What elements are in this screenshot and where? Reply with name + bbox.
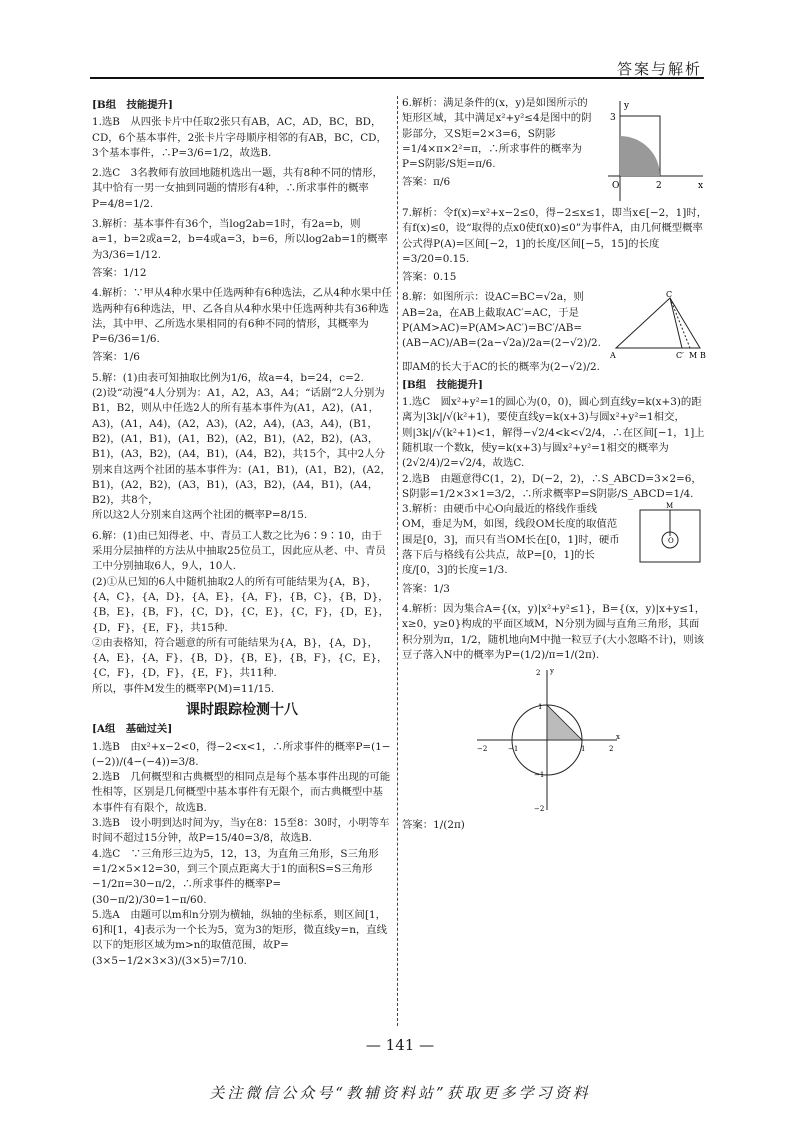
page-header — [0, 54, 800, 78]
solution-item: 2.选B 几何概型和古典概型的相同点是每个基本事件出现的可能性相等，区别是几何概型中基本事件有无限个，而古典概型中基本事件有有限个，故选B. — [92, 771, 391, 814]
solution-item: 4.解析：因为集合A={(x，y)|x²+y²≤1}，B={(x，y)|x+y≤1，x≥0，y≥0}构成的平面区域M，N分别为圆与直角三角形，其面积分别为π，1/2，随机地向M中抛一粒豆子(大小忽略不计)，则该豆子落入N中的概率为P=(1/2)/π=1/(2π). — [402, 602, 706, 661]
solution-item: 2.选C 3名教师有放回地随机选出一题，共有8种不同的情形，其中恰有一男一女抽到同题的情形有4种，∴所求事件的概率P=4/8=1/2. — [92, 167, 383, 210]
page-number: — 141 — — [365, 1036, 435, 1054]
axis-y-label: y — [624, 101, 630, 111]
tick-label: −2 — [477, 745, 488, 754]
tick-label: 2 — [536, 669, 541, 678]
solution-item: ②由表格知，符合题意的所有可能结果为{A，B}，{A，D}，{A，E}，{A，F}，{B，D}，{B，E}，{B，F}，{C，E}，{C，F}，{D，F}，{E，F}，共11种. — [92, 636, 388, 680]
header-title: 答案与解析 — [616, 60, 702, 78]
item-with-figure — [402, 96, 708, 206]
tick-label: 2 — [609, 745, 614, 754]
tick-label: 1 — [581, 745, 586, 754]
answer-line: 答案：1/12 — [92, 266, 147, 279]
axis-y-label: y — [550, 667, 554, 676]
tick-label: −1 — [534, 771, 545, 780]
solution-item: (2)设“动漫”4人分别为：A1，A2，A3，A4；“话剧”2人分别为B1，B2，则从中任选2人的所有基本事件为(A1，A2)，(A1，A3)，(A1，A4)，(A2，A3)，(A2，A4)，(A3，A4)，(B1，B2)，(A1，B1)，(A1，B2)，(A2，B1)，(A2，B2)，(A3，B1)，(A3，B2)，(A4，B1)，(A4，B2)，共15个，其中2人分别来自这两个社团的基本事件为：(A1，B1)，(A1，B2)，(A2，B1)，(A2，B2)，(A3，B1)，(A3，B2)，(A4，B1)，(A4，B2)，共8个， — [92, 387, 391, 507]
solution-item: 7.解析：令f(x)=x²+x−2≤0，得−2≤x≤1，即当x∈[−2，1]时，有f(x)≤0，设“取得的点x0使f(x0)≤0”为事件A，由几何概型概率公式得P(A)=区间[−2，1]的长度/区间[−5，15]的长度=3/20=0.15. — [402, 207, 708, 265]
tick-label: 2 — [656, 181, 662, 191]
solution-item: 即AM的长大于AC的长的概率为(2−√2)/2. — [402, 361, 600, 374]
solution-item: 5.解：(1)由表可知抽取比例为1/6，故a=4，b=24，c=2. — [92, 371, 364, 384]
section-heading: [B组 技能提升] — [92, 99, 173, 111]
axis-x-label: x — [698, 181, 704, 191]
solution-item: (2)①从已知的6人中随机抽取2人的所有可能结果为{A，B}，{A，C}，{A，D}，{A，E}，{A，F}，{B，C}，{B，D}，{B，E}，{B，F}，{C，D}，{C，E}，{C，F}，{D，E}，{D，F}，{E，F}，共15种. — [92, 575, 389, 634]
solution-item: 3.解析：由硬币中心O向最近的格线作垂线OM，垂足为M，如图，线段OM长度的取值范围是[0，3]，而只有当OM长在[0，1]时，硬币落下后与格线有公共点，故P=[0，1]的长度/[0，3]的长度=1/3. — [402, 503, 620, 577]
coin-figure — [632, 502, 708, 566]
right-column — [402, 96, 708, 838]
solution-item: 5.选A 由题可以m和n分别为横轴，纵轴的坐标系，则区间[1，6]和[1，4]表示为一个长为5，宽为3的矩形，微直线y=n，直线以下的矩形区域为m>n的取值范围，故P=(3×5−1/2×3×3)/(3×5)=7/10. — [92, 908, 388, 967]
circle-region-figure — [472, 665, 622, 815]
column-divider — [397, 96, 398, 1026]
point-label: C — [666, 290, 673, 300]
header-rule — [90, 77, 704, 79]
item-with-figure — [402, 502, 708, 602]
triangle-figure — [608, 290, 708, 360]
axis-x-label: x — [616, 733, 620, 742]
solution-item: 1.选B 从四张卡片中任取2张只有AB，AC，AD，BC，BD，CD，6个基本事件，2张卡片字母顺序相邻的有AB，BC，CD，3个基本事件，∴P=3/6=1/2，故选B. — [92, 116, 387, 159]
point-label: B — [700, 351, 706, 361]
answer-line: 答案：1/3 — [402, 582, 450, 595]
origin-label: O — [612, 181, 620, 191]
point-label: O — [668, 537, 674, 546]
item-with-figure — [402, 290, 708, 360]
left-column — [92, 96, 392, 969]
tick-label: −1 — [508, 745, 519, 754]
quarter-circle-figure — [598, 96, 708, 206]
solution-item: 2.选B 由题意得C(1，2)，D(−2，2)，∴S_ABCD=3×2=6，S阴影=1/2×3×1=3/2，∴所求概率P=S阴影/S_ABCD=1/4. — [402, 472, 702, 500]
solution-item: 4.解析：∵甲从4种水果中任选两种有6种选法，乙从4种水果中任选两种有6种选法，甲、乙各自从4种水果中任选两种共有36种选法，其中甲、乙所选水果相同的有6种不同的情形，其概率为P=6/36=1/6. — [92, 287, 392, 346]
solution-item: 1.选C 圆x²+y²=1的圆心为(0，0)，圆心到直线y=k(x+3)的距离为|3k|/√(k²+1)，要使直线y=k(x+3)与圆x²+y²=1相交，则|3k|/√(k²+1)<1，解得−√2/4<k<√2/4，∴在区间[−1，1]上随机取一个数k，使y=k(x+3)与圆x²+y²=1相交的概率为(2√2/4)/2=√2/4，故选C. — [402, 396, 705, 470]
point-label: A — [610, 351, 616, 361]
solution-item: 3.选B 设小明到达时间为y，当y在8：15至8：30时，小明等车时间不超过15分钟，故P=15/40=3/8，故选B. — [92, 817, 390, 845]
section-heading: [A组 基础过关] — [92, 723, 173, 736]
solution-item: 6.解析：满足条件的(x，y)是如图所示的矩形区域，其中满足x²+y²≤4是图中的阴影部分，又S矩=2×3=6，S阴影=1/4×π×2²=π，∴所求事件的概率为P=S阴影/S矩=π/6. — [402, 97, 592, 171]
answer-line: 答案：π/6 — [402, 176, 451, 189]
answer-line: 答案：1/(2π) — [402, 819, 465, 832]
solution-item: 3.解析：基本事件有36个，当log2ab=1时，有2a=b，则a=1，b=2或a=2，b=4或a=3，b=6，所以log2ab=1的概率为3/36=1/12. — [92, 218, 388, 261]
tick-label: −2 — [534, 805, 545, 814]
point-label: M — [666, 502, 674, 511]
answer-line: 答案：1/6 — [92, 351, 140, 364]
footer-note: 关注微信公众号“教辅资料站”获取更多学习资料 — [209, 1084, 591, 1102]
lesson-title: 课时跟踪检测十八 — [186, 701, 298, 718]
solution-item: 4.选C ∵三角形三边为5，12，13，为直角三角形，S三角形=1/2×5×12=30，到三个顶点距离大于1的面积S=S三角形−1/2π=30−π/2，∴所求事件的概率P=(30−π/2)/30=1−π/60. — [92, 847, 379, 906]
solution-item: 6.解：(1)由已知得老、中、青员工人数之比为6∶9∶10，由于采用分层抽样的方法从中抽取25位员工，因此应从老、中、青员工中分别抽取6人，9人，10人. — [92, 529, 386, 573]
section-heading: [B组 技能提升] — [402, 378, 483, 391]
solution-item: 8.解：如图所示：设AC=BC=√2a，则AB=2a，在AB上截取AC′=AC，于是P(AM>AC)=P(AM>AC′)=BC′/AB=(AB−AC)/AB=(2a−√2a)/2a=(2−√2)/2. — [402, 291, 601, 350]
solution-item: 所以这2人分别来自这两个社团的概率P=8/15. — [92, 509, 308, 522]
point-label: M — [689, 351, 698, 361]
tick-label: 3 — [610, 113, 616, 123]
tick-label: 1 — [538, 703, 543, 712]
answer-line: 答案：0.15 — [402, 271, 457, 284]
point-label: C′ — [676, 351, 684, 361]
solution-item: 所以，事件M发生的概率P(M)=11/15. — [92, 682, 275, 695]
solution-item: 1.选B 由x²+x−2<0，得−2<x<1，∴所求事件的概率P=(1−(−2))/(4−(−4))=3/8. — [92, 740, 391, 768]
